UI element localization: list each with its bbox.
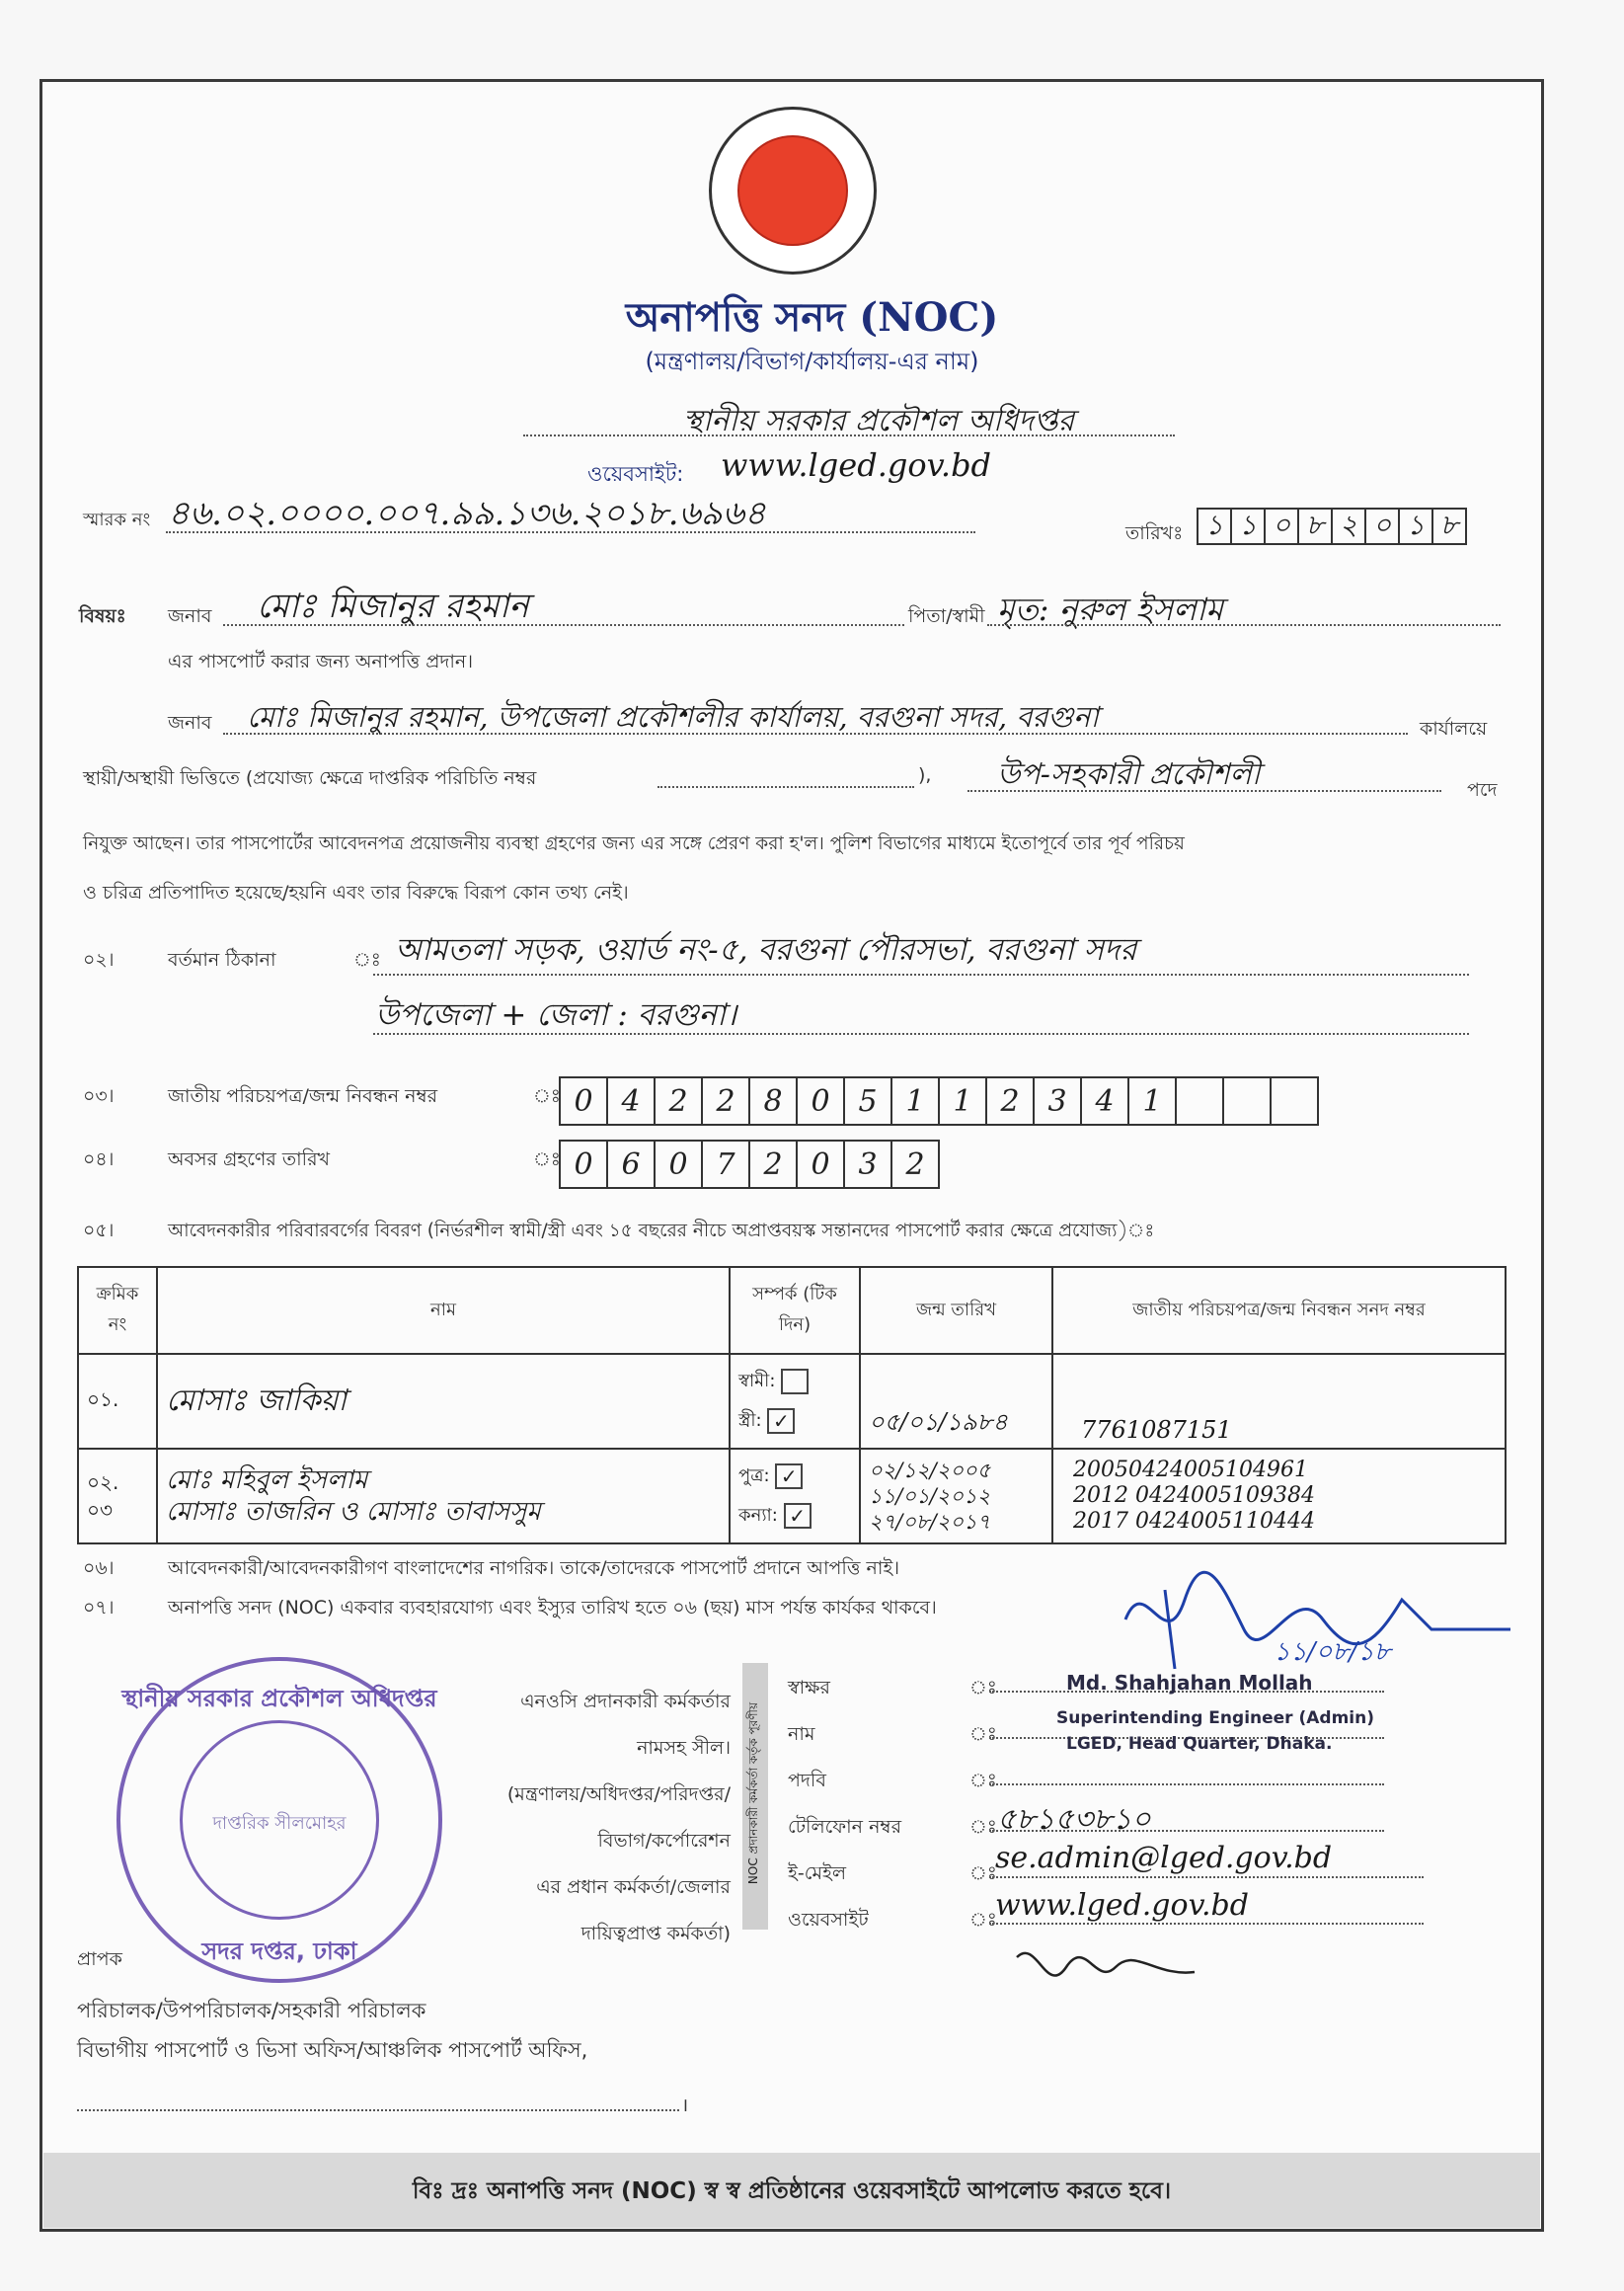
nid-digit-box: 0 bbox=[796, 1076, 845, 1126]
family-intro: আবেদনকারীর পরিবারবর্গের বিবরণ (নির্ভরশীল স্বামী/স্ত্রী এবং ১৫ বছরের নীচে অপ্রাপ্তবয়স্ক সন্তানদের পাসপোর্ট করার ক্ষেত্রে প্রযোজ্য)ঃ bbox=[168, 1221, 1155, 1241]
officer-name-stamp: Md. Shahjahan Mollah bbox=[1066, 1671, 1313, 1695]
web-value: www.lged.gov.bd bbox=[995, 1888, 1249, 1923]
recipient-label: প্রাপক bbox=[77, 1948, 122, 1970]
office-suffix: কার্যালয়ে bbox=[1420, 718, 1488, 740]
row2-nid-a: 20050424005104961 bbox=[1073, 1458, 1308, 1482]
father-line bbox=[987, 624, 1501, 626]
retire-digit-box: 2 bbox=[748, 1140, 798, 1189]
retire-digit-box: 0 bbox=[654, 1140, 703, 1189]
officer-block-line1: এনওসি প্রদানকারী কর্মকর্তার bbox=[520, 1691, 731, 1712]
row2-dob-b1: ১১/০১/২০১২ bbox=[869, 1484, 991, 1508]
subject-line2: এর পাসপোর্ট করার জন্য অনাপত্তি প্রদান। bbox=[168, 651, 474, 672]
perm-line bbox=[657, 786, 914, 788]
footer-note: বিঃ দ্রঃ অনাপত্তি সনদ (NOC) স্ব স্ব প্রতিষ্ঠানের ওয়েবসাইটে আপলোড করতে হবে। bbox=[412, 2178, 1172, 2204]
item-04-number: ০৪। bbox=[83, 1148, 115, 1170]
row2-dob bbox=[860, 1449, 1052, 1543]
row2-name-b: মোসাঃ তাজরিন ও মোসাঃ তাবাসসুম bbox=[166, 1497, 541, 1527]
web-label: ওয়েবসাইট bbox=[788, 1909, 869, 1931]
row1-dob bbox=[860, 1354, 1052, 1449]
row1-dob-text: ০৫/০১/১৯৮৪ bbox=[869, 1408, 1008, 1436]
address-line1-dots bbox=[373, 974, 1469, 976]
website-label: ওয়েবসাইট: bbox=[587, 462, 684, 486]
date-digit-box: ১ bbox=[1230, 508, 1266, 545]
row2-name-a: মোঃ মহিবুল ইসলাম bbox=[166, 1465, 368, 1495]
official-stamp bbox=[116, 1657, 442, 1983]
officer-post-stamp-2: LGED, Head Quarter, Dhaka. bbox=[1066, 1734, 1333, 1754]
retire-digit-box: 0 bbox=[796, 1140, 845, 1189]
office-name: স্থানীয় সরকার প্রকৌশল অধিদপ্তর bbox=[682, 404, 1075, 438]
nid-digit-box: 2 bbox=[701, 1076, 750, 1126]
row2-dob-b2: ২৭/০৮/২০১৭ bbox=[869, 1510, 991, 1534]
declaration-06: আবেদনকারী/আবেদনকারীগণ বাংলাদেশের নাগরিক। তাকে/তাদেরকে পাসপোর্ট প্রদানে আপত্তি নাই। bbox=[168, 1557, 900, 1579]
row2-nid-b2: 2017 0424005110444 bbox=[1073, 1509, 1315, 1534]
date-boxes bbox=[1199, 508, 1467, 545]
family-table-header bbox=[78, 1267, 1506, 1354]
nid-digit-box: 4 bbox=[1080, 1076, 1129, 1126]
table-row bbox=[78, 1354, 1506, 1449]
date-digit-box: ০ bbox=[1364, 508, 1400, 545]
recipient-line3-end: । bbox=[681, 2094, 689, 2116]
nid-digit-box: 8 bbox=[748, 1076, 798, 1126]
office-line bbox=[223, 733, 1408, 735]
table-row bbox=[78, 1449, 1506, 1543]
para-line2: ও চরিত্র প্রতিপাদিত হয়েছে/হয়নি এবং তার বিরুদ্ধে বিরূপ কোন তথ্য নেই। bbox=[83, 882, 629, 904]
nid-digit-box: 2 bbox=[985, 1076, 1035, 1126]
header-name: নাম bbox=[157, 1267, 730, 1354]
email-value: se.admin@lged.gov.bd bbox=[995, 1841, 1333, 1875]
perm-text: স্থায়ী/অস্থায়ী ভিত্তিতে (প্রযোজ্য ক্ষেত্রে দাপ্তরিক পরিচিতি নম্বর bbox=[83, 767, 537, 789]
vertical-band bbox=[742, 1663, 768, 1930]
row1-name bbox=[157, 1354, 730, 1449]
janab-label: জনাব bbox=[168, 605, 212, 627]
officer-post-stamp-1: Superintending Engineer (Admin) bbox=[1056, 1708, 1374, 1728]
row2-nid-b1: 2012 0424005109384 bbox=[1073, 1483, 1315, 1508]
colon-2: ঃ bbox=[969, 1723, 997, 1745]
colon-5: ঃ bbox=[969, 1862, 997, 1884]
email-dots bbox=[989, 1876, 1424, 1878]
address-line2-dots bbox=[373, 1033, 1469, 1035]
item-06-number: ০৬। bbox=[83, 1557, 115, 1579]
colon-3: ঃ bbox=[969, 1770, 997, 1791]
header-nid: জাতীয় পরিচয়পত্র/জন্ম নিবন্ধন সনদ নম্বর bbox=[1052, 1267, 1506, 1354]
post-line bbox=[967, 790, 1441, 792]
seal-emblem-icon bbox=[737, 135, 848, 246]
row2-name bbox=[157, 1449, 730, 1543]
date-digit-box: ১ bbox=[1398, 508, 1433, 545]
subject-name-line bbox=[223, 624, 904, 626]
post-suffix: পদে bbox=[1467, 779, 1498, 801]
email-label: ই-মেইল bbox=[788, 1862, 847, 1884]
web-dots bbox=[989, 1923, 1424, 1925]
address-colon: ঃ bbox=[353, 949, 381, 971]
government-seal bbox=[709, 107, 877, 275]
family-table bbox=[77, 1266, 1507, 1544]
sign-date: ১১/০৮/১৮ bbox=[1274, 1637, 1391, 1667]
nid-digit-box: 0 bbox=[559, 1076, 608, 1126]
nid-digit-box: 1 bbox=[890, 1076, 940, 1126]
officer-block-line4: বিভাগ/কর্পোরেশন bbox=[597, 1830, 731, 1852]
row1-nid-text: 7761087151 bbox=[1081, 1416, 1232, 1444]
address-line1: আমতলা সড়ক, ওয়ার্ড নং-৫, বরগুনা পৌরসভা, বরগুনা সদর bbox=[395, 932, 1137, 968]
checkbox-husband[interactable] bbox=[781, 1369, 809, 1394]
name-label: নাম bbox=[788, 1723, 815, 1745]
item-05-number: ০৫। bbox=[83, 1220, 115, 1241]
stamp-top-text: স্থানীয় সরকার প্রকৌশল অধিদপ্তর bbox=[121, 1685, 437, 1712]
colon-6: ঃ bbox=[969, 1909, 997, 1931]
checkbox-daughter[interactable]: ✓ bbox=[784, 1503, 812, 1529]
row2-nid bbox=[1052, 1449, 1506, 1543]
row2-serial-a: ০২. bbox=[87, 1470, 119, 1494]
row1-rel-husband bbox=[738, 1362, 851, 1401]
nid-digit-box: 5 bbox=[843, 1076, 892, 1126]
header-relation: সম্পর্ক (টিক দিন) bbox=[730, 1267, 860, 1354]
nid-digit-box: 1 bbox=[1127, 1076, 1177, 1126]
header-dob: জন্ম তারিখ bbox=[860, 1267, 1052, 1354]
address-line2: উপজেলা + জেলা : বরগুনা। bbox=[375, 997, 737, 1033]
vertical-band-text: NOC প্রদানকারী কর্মকর্তা কর্তৃক পূরণীয় bbox=[746, 1701, 760, 1885]
retire-digit-box: 2 bbox=[890, 1140, 940, 1189]
date-digit-box: ০ bbox=[1264, 508, 1299, 545]
initials-icon bbox=[1007, 1937, 1204, 2007]
officer-block-line6: দায়িত্বপ্রাপ্ত কর্মকর্তা) bbox=[580, 1923, 731, 1944]
colon-1: ঃ bbox=[969, 1677, 997, 1698]
retire-colon: ঃ bbox=[533, 1148, 561, 1170]
row2-rel-son bbox=[738, 1457, 851, 1496]
header-serial: ক্রমিক নং bbox=[78, 1267, 157, 1354]
row1-nid bbox=[1052, 1354, 1506, 1449]
row1-name-text: মোসাঃ জাকিয়া bbox=[166, 1382, 348, 1418]
document-title: অনাপত্তি সনদ (NOC) bbox=[625, 294, 999, 341]
post-dots bbox=[989, 1783, 1384, 1785]
date-digit-box: ১ bbox=[1197, 508, 1232, 545]
phone-value: ৫৮১৫৩৮১০ bbox=[997, 1802, 1151, 1837]
declaration-07: অনাপত্তি সনদ (NOC) একবার ব্যবহারযোগ্য এবং ইস্যুর তারিখ হতে ০৬ (ছয়) মাস পর্যন্ত কার্যকর থাকবে। bbox=[168, 1597, 937, 1619]
nid-digit-box bbox=[1175, 1076, 1224, 1126]
colon-4: ঃ bbox=[969, 1816, 997, 1838]
item-02-number: ০২। bbox=[83, 949, 115, 971]
row2-serial-b: ০৩ bbox=[87, 1498, 114, 1522]
row1-rel-wife bbox=[738, 1401, 851, 1441]
stamp-center-text: দাপ্তরিক সীলমোহর bbox=[212, 1813, 347, 1834]
subject-label: বিষয়ঃ bbox=[79, 605, 126, 627]
office-value: মোঃ মিজানুর রহমান, উপজেলা প্রকৌশলীর কার্যালয়, বরগুনা সদর, বরগুনা bbox=[247, 700, 1099, 734]
retire-label: অবসর গ্রহণের তারিখ bbox=[168, 1148, 331, 1170]
stamp-bottom-text: সদর দপ্তর, ঢাকা bbox=[201, 1937, 357, 1965]
checkbox-wife[interactable]: ✓ bbox=[767, 1408, 795, 1434]
row2-serial bbox=[78, 1449, 157, 1543]
phone-label: টেলিফোন নম্বর bbox=[788, 1816, 902, 1838]
row2-relation bbox=[730, 1449, 860, 1543]
janab2-label: জনাব bbox=[168, 712, 212, 734]
officer-colons bbox=[969, 1665, 997, 1943]
nid-colon: ঃ bbox=[533, 1085, 561, 1107]
date-digit-box: ৮ bbox=[1297, 508, 1333, 545]
retire-digit-box: 6 bbox=[606, 1140, 656, 1189]
document-subtitle: (মন্ত্রণালয়/বিভাগ/কার্যালয়-এর নাম) bbox=[645, 348, 979, 375]
memo-line bbox=[166, 531, 975, 533]
rel-wife-label: স্ত্রী: bbox=[738, 1410, 762, 1431]
retire-digit-box: 0 bbox=[559, 1140, 608, 1189]
rel-daughter-label: কন্যা: bbox=[738, 1505, 778, 1526]
row2-rel-daughter bbox=[738, 1496, 851, 1536]
row1-relation bbox=[730, 1354, 860, 1449]
nid-digit-box: 4 bbox=[606, 1076, 656, 1126]
father-label: পিতা/স্বামী bbox=[908, 605, 985, 627]
date-label: তারিখঃ bbox=[1125, 522, 1184, 544]
recipient-line2: বিভাগীয় পাসপোর্ট ও ভিসা অফিস/আঞ্চলিক পাসপোর্ট অফিস, bbox=[77, 2038, 588, 2062]
website-value: www.lged.gov.bd bbox=[721, 446, 992, 484]
rel-son-label: পুত্র: bbox=[738, 1465, 770, 1486]
memo-value: ৪৬.০২.০০০০.০০৭.৯৯.১৩৬.২০১৮.৬৯৬৪ bbox=[168, 494, 766, 533]
nid-label: জাতীয় পরিচয়পত্র/জন্ম নিবন্ধন নম্বর bbox=[168, 1085, 438, 1107]
officer-block bbox=[464, 1679, 731, 1957]
recipient-line1: পরিচালক/উপপরিচালক/সহকারী পরিচালক bbox=[77, 1999, 426, 2022]
post-label: পদবি bbox=[788, 1770, 826, 1791]
officer-block-line3: (মন্ত্রণালয়/অধিদপ্তর/পরিদপ্তর/ bbox=[506, 1783, 731, 1805]
retire-boxes bbox=[561, 1140, 940, 1189]
nid-digit-box: 3 bbox=[1033, 1076, 1082, 1126]
father-value: মৃত: নুরুল ইসলাম bbox=[997, 591, 1224, 628]
perm-close: ), bbox=[918, 764, 932, 786]
retire-digit-box: 7 bbox=[701, 1140, 750, 1189]
nid-digit-box bbox=[1270, 1076, 1319, 1126]
recipient-line3-dots bbox=[77, 2109, 679, 2111]
address-label: বর্তমান ঠিকানা bbox=[168, 949, 276, 971]
row1-serial: ০১. bbox=[78, 1354, 157, 1449]
date-digit-box: ২ bbox=[1331, 508, 1366, 545]
sign-label: স্বাক্ষর bbox=[788, 1677, 830, 1698]
row2-dob-a: ০২/১২/২০০৫ bbox=[869, 1459, 991, 1482]
officer-block-line5: এর প্রধান কর্মকর্তা/জেলার bbox=[536, 1876, 731, 1898]
office-name-line bbox=[523, 434, 1175, 436]
item-03-number: ০৩। bbox=[83, 1085, 115, 1107]
retire-digit-box: 3 bbox=[843, 1140, 892, 1189]
post-value: উপ-সহকারী প্রকৌশলী bbox=[997, 757, 1261, 792]
rel-husband-label: স্বামী: bbox=[738, 1371, 776, 1391]
officer-fields bbox=[788, 1665, 901, 1943]
nid-boxes bbox=[561, 1076, 1319, 1126]
memo-label: স্মারক নং bbox=[83, 510, 151, 530]
nid-digit-box bbox=[1222, 1076, 1272, 1126]
nid-digit-box: 1 bbox=[938, 1076, 987, 1126]
date-digit-box: ৮ bbox=[1431, 508, 1467, 545]
checkbox-son[interactable]: ✓ bbox=[775, 1463, 803, 1489]
nid-digit-box: 2 bbox=[654, 1076, 703, 1126]
subject-name: মোঃ মিজানুর রহমান bbox=[257, 587, 529, 626]
para-line1: নিযুক্ত আছেন। তার পাসপোর্টের আবেদনপত্র প্রয়োজনীয় ব্যবস্থা গ্রহণের জন্য এর সঙ্গে প্রেরণ করা হ'ল। পুলিশ বিভাগের মাধ্যমে ইতোপূর্বে তার পূর্ব পরিচয় bbox=[83, 833, 1185, 854]
officer-block-line2: নামসহ সীল। bbox=[637, 1737, 731, 1759]
item-07-number: ০৭। bbox=[83, 1597, 115, 1619]
